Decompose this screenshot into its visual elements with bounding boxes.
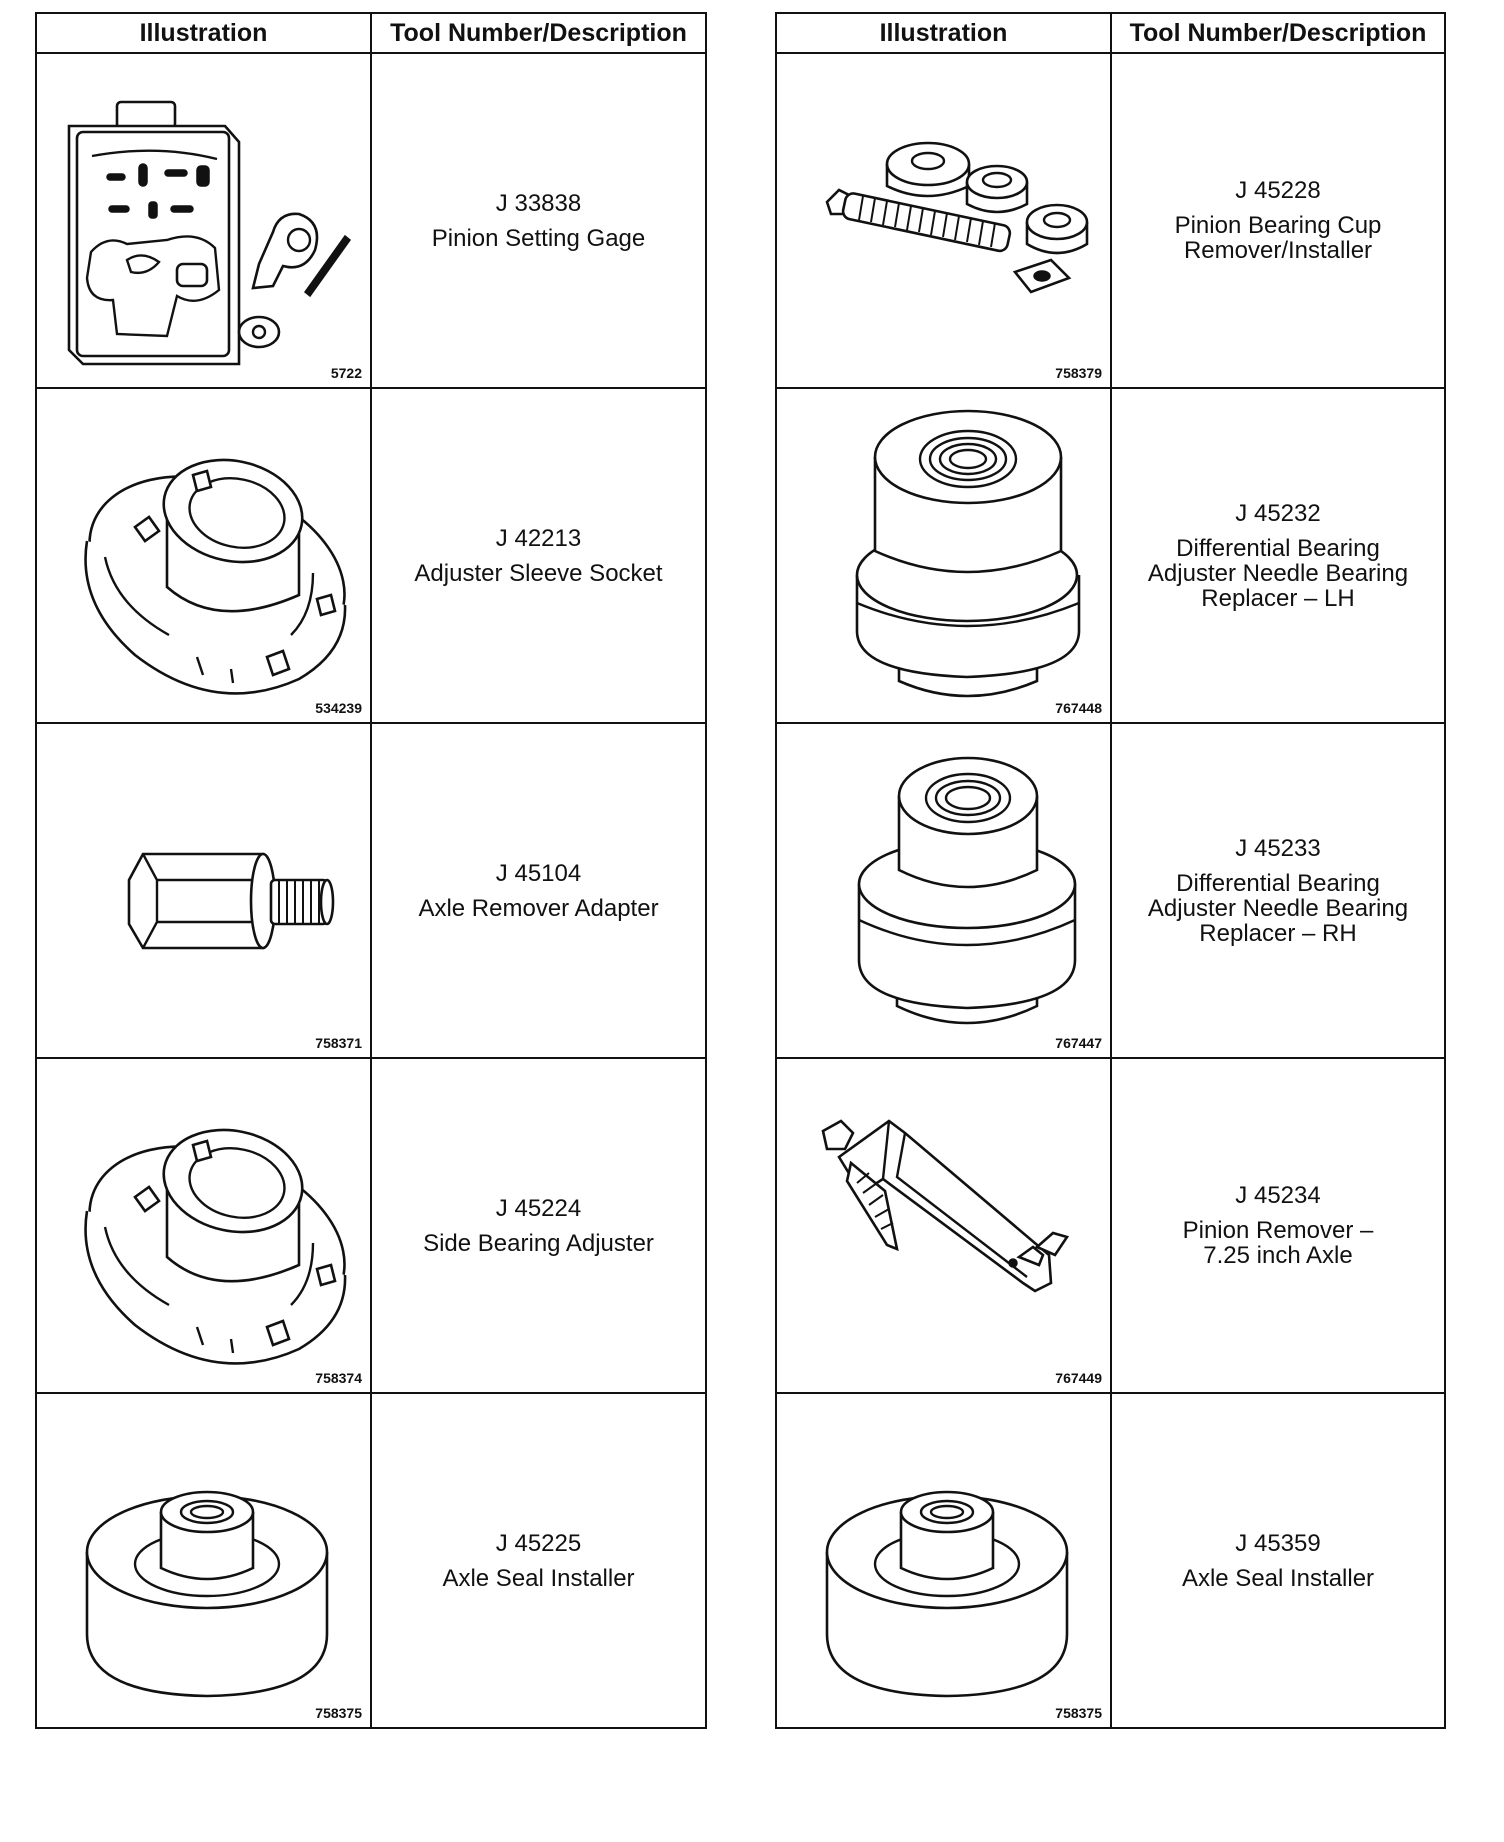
column-header-illustration: Illustration — [36, 13, 371, 53]
column-header-tool: Tool Number/Description — [371, 13, 706, 53]
table-row — [776, 1058, 1445, 1393]
tool-number: J 45228 — [1235, 177, 1321, 204]
tool-description-cell — [1111, 53, 1445, 388]
figure-id: 767448 — [1055, 700, 1102, 716]
illustration-cell — [776, 1058, 1111, 1393]
tool-description-cell — [1111, 1393, 1445, 1728]
tool-description: Differential Bearing Adjuster Needle Bearing Replacer – RH — [1147, 869, 1409, 947]
figure-id: 767447 — [1055, 1035, 1102, 1051]
figure-id: 758375 — [1055, 1705, 1102, 1721]
tool-number: J 45104 — [495, 859, 582, 887]
side-bearing-adjuster-icon — [47, 1069, 367, 1389]
tool-description-cell — [371, 1058, 706, 1393]
table-header-row — [36, 13, 706, 53]
figure-id: 767449 — [1055, 1370, 1102, 1386]
tool-table-left — [35, 12, 707, 1729]
tool-description: Axle Seal Installer — [1181, 1564, 1375, 1592]
tool-number: J 45359 — [1235, 1529, 1321, 1557]
axle-seal-installer-icon — [47, 1404, 367, 1724]
table-row — [36, 388, 706, 723]
pinion-remover-icon — [787, 1069, 1107, 1389]
axle-seal-installer-icon — [787, 1404, 1107, 1724]
tool-description: Differential Bearing Adjuster Needle Bearing Replacer – LH — [1147, 534, 1409, 612]
tool-description-cell — [371, 53, 706, 388]
illustration-cell — [776, 388, 1111, 723]
tool-description: Pinion Bearing Cup Remover/Installer — [1174, 212, 1382, 264]
tool-number: J 42213 — [495, 524, 582, 552]
table-row — [776, 53, 1445, 388]
figure-id: 5722 — [330, 365, 362, 381]
tool-description: Pinion Setting Gage — [431, 224, 646, 252]
illustration-cell — [776, 53, 1111, 388]
tool-description: Axle Remover Adapter — [418, 894, 659, 922]
table-row — [776, 723, 1445, 1058]
illustration-cell — [36, 53, 371, 388]
table-row — [36, 1058, 706, 1393]
tool-number: J 45232 — [1235, 499, 1321, 527]
illustration-cell — [776, 1393, 1111, 1728]
figure-id: 758374 — [315, 1370, 362, 1386]
illustration-cell — [36, 1058, 371, 1393]
table-row — [36, 53, 706, 388]
table-row — [776, 1393, 1445, 1728]
illustration-cell — [36, 723, 371, 1058]
tool-description-cell — [371, 723, 706, 1058]
column-header-illustration: Illustration — [776, 13, 1111, 53]
tool-description: Side Bearing Adjuster — [423, 1229, 654, 1257]
pinion-setting-gage-kit-icon — [47, 64, 367, 384]
figure-id: 534239 — [315, 700, 362, 716]
tool-number: J 45233 — [1235, 834, 1321, 862]
table-row — [36, 723, 706, 1058]
tool-description-cell — [371, 388, 706, 723]
tool-number: J 33838 — [495, 189, 582, 217]
illustration-cell — [36, 388, 371, 723]
tool-number: J 45234 — [1235, 1182, 1321, 1209]
column-header-tool: Tool Number/Description — [1111, 13, 1445, 53]
table-header-row — [776, 13, 1445, 53]
tool-number: J 45224 — [495, 1194, 582, 1222]
table-row — [36, 1393, 706, 1728]
tool-description: Adjuster Sleeve Socket — [414, 559, 663, 587]
figure-id: 758379 — [1055, 365, 1102, 381]
needle-bearing-replacer-lh-icon — [787, 399, 1107, 719]
table-row — [776, 388, 1445, 723]
pinion-bearing-cup-set-icon — [787, 64, 1107, 384]
adjuster-sleeve-socket-icon — [47, 399, 367, 719]
axle-remover-adapter-icon — [47, 734, 367, 1054]
tool-description-cell — [1111, 723, 1445, 1058]
tool-description-cell — [1111, 1058, 1445, 1393]
tool-description-cell — [1111, 388, 1445, 723]
figure-id: 758371 — [315, 1035, 362, 1051]
figure-id: 758375 — [315, 1705, 362, 1721]
tool-description: Axle Seal Installer — [442, 1564, 635, 1592]
needle-bearing-replacer-rh-icon — [787, 734, 1107, 1054]
illustration-cell — [776, 723, 1111, 1058]
tool-number: J 45225 — [495, 1529, 582, 1557]
illustration-cell — [36, 1393, 371, 1728]
tool-description-cell — [371, 1393, 706, 1728]
tool-table-right — [775, 12, 1446, 1729]
tool-description: Pinion Remover – 7.25 inch Axle — [1182, 1217, 1374, 1269]
